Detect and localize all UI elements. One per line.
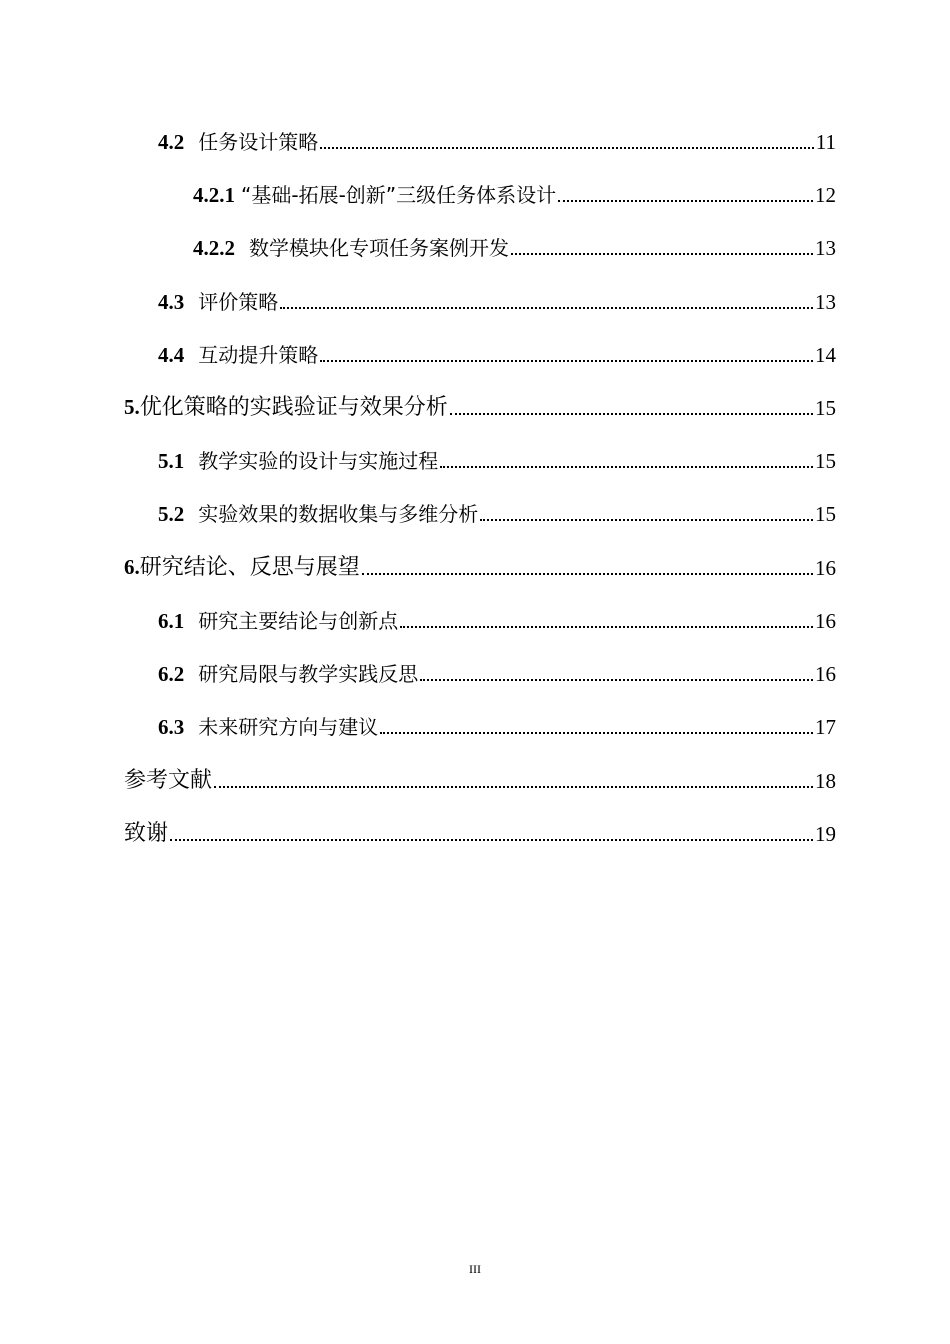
section-title: 数学模块化专项任务案例开发 xyxy=(249,236,509,260)
toc-entry-label xyxy=(158,289,278,315)
toc-entry-acknowledgements[interactable] xyxy=(124,817,836,847)
dot-leader xyxy=(380,732,813,734)
toc-entry-label xyxy=(124,394,448,421)
toc-entry-chapter-6[interactable] xyxy=(124,551,836,581)
page-number: 11 xyxy=(815,130,836,154)
toc-entry-4-4[interactable] xyxy=(158,338,836,368)
toc-entry-4-2[interactable] xyxy=(158,125,836,155)
page-footer-number: III xyxy=(469,1262,481,1276)
toc-entry-label xyxy=(124,821,168,847)
section-number: 4.2.1 xyxy=(193,183,235,207)
section-title: 教学实验的设计与实施过程 xyxy=(198,449,439,473)
toc-entry-6-2[interactable] xyxy=(158,657,836,687)
section-title: 研究局限与教学实践反思 xyxy=(198,662,419,686)
section-title: 实验效果的数据收集与多维分析 xyxy=(198,502,479,526)
toc-entry-label xyxy=(158,608,398,634)
toc-entry-references[interactable] xyxy=(124,764,836,794)
toc-entry-label xyxy=(124,768,212,794)
section-number: 5.1 xyxy=(158,449,185,473)
section-title: “基础-拓展-创新”三级任务体系设计 xyxy=(241,183,557,207)
page-number: 13 xyxy=(815,290,836,314)
page-number: 13 xyxy=(815,236,836,260)
toc-entry-label xyxy=(193,235,509,261)
toc-entry-4-3[interactable] xyxy=(158,285,836,315)
section-number: 4.3 xyxy=(158,290,185,314)
page-number: 16 xyxy=(815,609,836,633)
dot-leader xyxy=(170,839,813,841)
section-title: 评价策略 xyxy=(198,290,279,314)
toc-entry-4-2-1[interactable] xyxy=(193,178,836,208)
toc-entry-label xyxy=(193,182,556,208)
dot-leader xyxy=(420,679,813,681)
dot-leader xyxy=(511,253,813,255)
section-number: 6.2 xyxy=(158,662,185,686)
dot-leader xyxy=(362,573,813,575)
section-title: 研究结论、反思与展望 xyxy=(139,555,360,580)
toc-entry-6-3[interactable] xyxy=(158,710,836,740)
dot-leader xyxy=(558,200,813,202)
dot-leader xyxy=(480,519,813,521)
section-number: 6.3 xyxy=(158,715,185,739)
dot-leader xyxy=(320,147,814,149)
section-title: 致谢 xyxy=(124,821,169,846)
page-number: 12 xyxy=(815,183,836,207)
dot-leader xyxy=(280,307,813,309)
section-number: 5. xyxy=(124,395,140,419)
section-number: 4.2.2 xyxy=(193,236,235,260)
toc-entry-6-1[interactable] xyxy=(158,604,836,634)
toc-entry-chapter-5[interactable] xyxy=(124,391,836,421)
section-title: 优化策略的实践验证与效果分析 xyxy=(139,395,448,420)
section-number: 6.1 xyxy=(158,609,185,633)
dot-leader xyxy=(440,466,813,468)
section-title: 互动提升策略 xyxy=(198,343,319,367)
section-title: 参考文献 xyxy=(124,768,213,793)
dot-leader xyxy=(450,413,813,415)
toc-entry-label xyxy=(158,342,318,368)
page-number: 18 xyxy=(815,769,836,793)
section-number: 5.2 xyxy=(158,502,185,526)
dot-leader xyxy=(320,360,813,362)
toc-entry-label xyxy=(158,501,478,527)
page-number: 15 xyxy=(815,396,836,420)
toc-entry-label xyxy=(158,661,418,687)
section-title: 研究主要结论与创新点 xyxy=(198,609,399,633)
section-number: 4.2 xyxy=(158,130,185,154)
section-title: 任务设计策略 xyxy=(198,130,319,154)
page-number: 15 xyxy=(815,449,836,473)
toc-entry-label xyxy=(124,554,360,581)
toc-entry-label xyxy=(158,448,438,474)
toc-entry-label xyxy=(158,129,318,155)
page-number: 17 xyxy=(815,715,836,739)
page-number: 16 xyxy=(815,662,836,686)
page-number: 19 xyxy=(815,822,836,846)
dot-leader xyxy=(214,786,813,788)
section-number: 6. xyxy=(124,555,140,579)
toc-entry-5-1[interactable] xyxy=(158,444,836,474)
section-title: 未来研究方向与建议 xyxy=(198,715,379,739)
toc-entry-5-2[interactable] xyxy=(158,497,836,527)
section-number: 4.4 xyxy=(158,343,185,367)
toc-entry-4-2-2[interactable] xyxy=(193,231,836,261)
dot-leader xyxy=(400,626,813,628)
page-number: 15 xyxy=(815,502,836,526)
page-number: 14 xyxy=(815,343,836,367)
page-number: 16 xyxy=(815,556,836,580)
toc-entry-label xyxy=(158,714,378,740)
